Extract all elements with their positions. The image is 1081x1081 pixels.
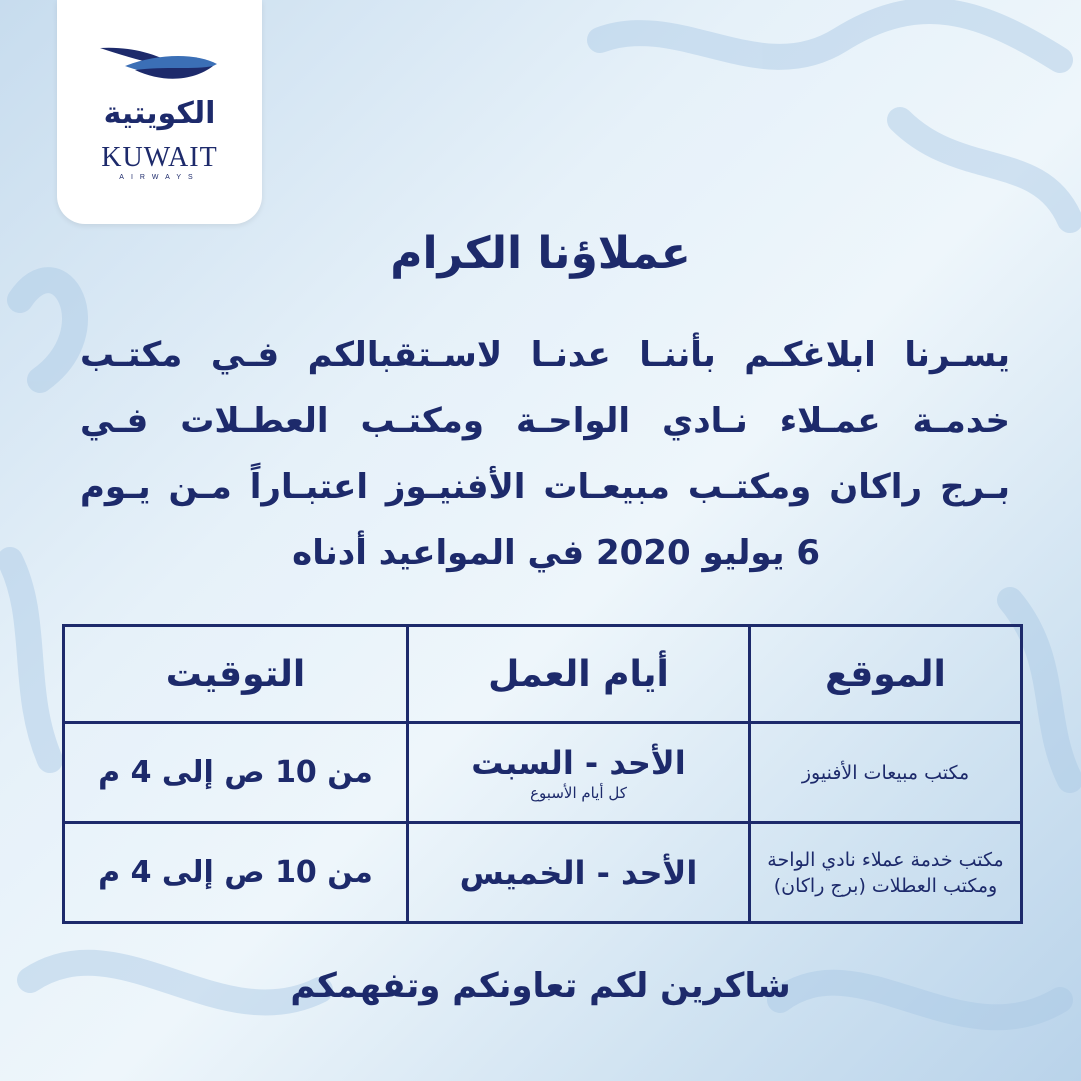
cell-location: مكتب خدمة عملاء نادي الواحة ومكتب العطلات (برج راكان) — [750, 823, 1022, 923]
logo-tagline: AIRWAYS — [119, 174, 200, 181]
intro-line: بـرج راكان ومكتـب مبيعـات الأفنيـوز اعتبـاراً مـن يـوم — [80, 467, 1010, 507]
page-title: عملاؤنا الكرام — [390, 228, 691, 279]
schedule-table — [62, 624, 1023, 924]
header-time: التوقيت — [64, 626, 408, 723]
logo-card — [57, 0, 262, 224]
days-note: كل أيام الأسبوع — [530, 783, 627, 802]
table-row — [64, 723, 1022, 823]
cell-days — [408, 823, 750, 923]
cell-location: مكتب مبيعات الأفنيوز — [750, 723, 1022, 823]
intro-line: يسـرنا ابلاغكـم بأننـا عدنـا لاسـتقبالكم فـي مكتـب — [80, 335, 1010, 375]
footer-thanks: شاكرين لكم تعاونكم وتفهمكم — [290, 966, 791, 1006]
logo-english-name: KUWAIT — [101, 142, 218, 173]
table-header-row — [64, 626, 1022, 723]
cell-time: من 10 ص إلى 4 م — [64, 823, 408, 923]
header-location: الموقع — [750, 626, 1022, 723]
kuwait-airways-bird-icon — [95, 36, 220, 96]
intro-line: خدمـة عمـلاء نـادي الواحـة ومكتـب العطـلات فـي — [80, 401, 1010, 441]
table-row — [64, 823, 1022, 923]
header-days: أيام العمل — [408, 626, 750, 723]
intro-paragraph — [80, 322, 1010, 586]
days-range: الأحد - السبت — [471, 743, 686, 782]
logo-arabic-name: الكويتية — [103, 96, 216, 131]
cell-days — [408, 723, 750, 823]
days-range: الأحد - الخميس — [459, 853, 698, 892]
intro-line: 6 يوليو 2020 في المواعيد أدناه — [292, 533, 820, 573]
cell-time: من 10 ص إلى 4 م — [64, 723, 408, 823]
